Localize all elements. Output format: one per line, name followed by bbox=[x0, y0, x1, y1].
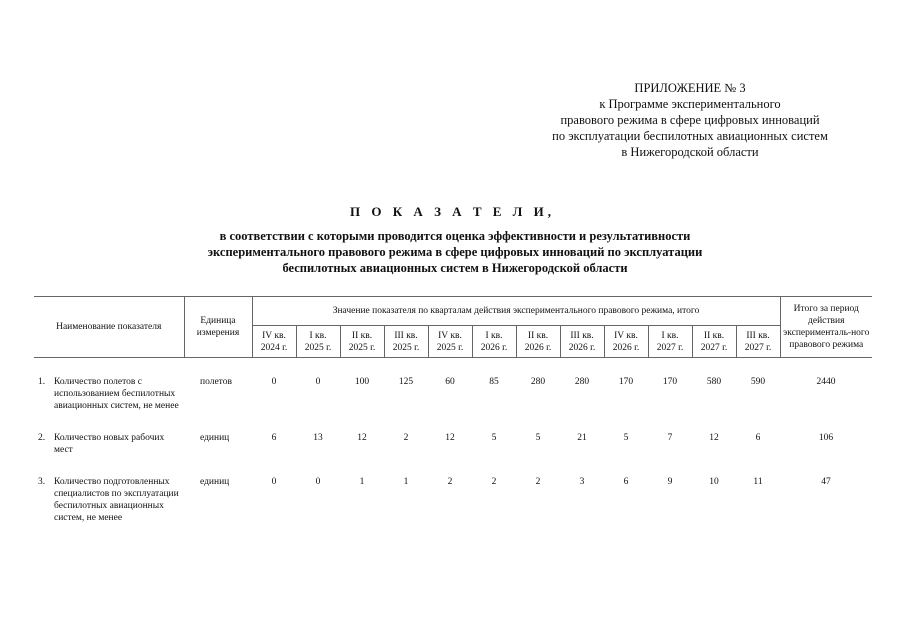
value-cell: 170 bbox=[618, 377, 634, 387]
row-spacer bbox=[34, 414, 872, 430]
quarter-label: I кв. bbox=[661, 330, 679, 341]
quarter-year: 2026 г. bbox=[612, 342, 640, 353]
subtitle-line: экспериментального правового режима в сфере цифровых инноваций по эксплуатации bbox=[207, 245, 703, 259]
value-cell: 60 bbox=[445, 377, 455, 387]
row-number: 2. bbox=[38, 433, 46, 443]
quarter-label: III кв. bbox=[746, 330, 770, 341]
value-cell: 2 bbox=[403, 433, 409, 443]
indicator-name-cell bbox=[34, 430, 184, 458]
value-cell: 7 bbox=[667, 433, 673, 443]
quarter-year: 2025 г. bbox=[392, 342, 420, 353]
header-quarter bbox=[604, 326, 648, 358]
value-cell: 170 bbox=[662, 377, 678, 387]
value-cell: 0 bbox=[315, 377, 321, 387]
total-cell: 2440 bbox=[816, 377, 836, 387]
row-spacer bbox=[34, 358, 872, 375]
value-cell: 21 bbox=[577, 433, 587, 443]
value-cell: 280 bbox=[530, 377, 546, 387]
value-cell: 12 bbox=[357, 433, 367, 443]
value-cell: 11 bbox=[753, 477, 763, 487]
indicator-text: Количество подготовленных специалистов по эксплуатации беспилотных авиационных систем, не менее bbox=[54, 477, 179, 523]
value-cell: 0 bbox=[271, 377, 277, 387]
header-unit: Единица измерения bbox=[184, 297, 252, 358]
header-name: Наименование показателя bbox=[34, 297, 184, 358]
subtitle-line: беспилотных авиационных систем в Нижегородской области bbox=[282, 261, 628, 275]
document-title: П О К А З А Т Е Л И, bbox=[350, 204, 555, 219]
indicator-name bbox=[38, 432, 182, 456]
value-cell: 6 bbox=[755, 433, 761, 443]
header-quarter bbox=[296, 326, 340, 358]
value-cell: 2 bbox=[535, 477, 541, 487]
total-cell: 47 bbox=[821, 477, 831, 487]
spacer-cell bbox=[34, 414, 872, 430]
quarter-year: 2027 г. bbox=[700, 342, 728, 353]
header-quarter bbox=[560, 326, 604, 358]
indicator-name-cell bbox=[34, 374, 184, 414]
quarter-label: IV кв. bbox=[438, 330, 462, 341]
appendix-line: в Нижегородской области bbox=[621, 145, 759, 159]
header-quarter bbox=[692, 326, 736, 358]
value-cell: 0 bbox=[271, 477, 277, 487]
value-cell: 12 bbox=[709, 433, 719, 443]
row-number: 1. bbox=[38, 377, 46, 387]
table-header bbox=[34, 297, 872, 358]
value-cell: 2 bbox=[491, 477, 497, 487]
spacer-cell bbox=[34, 458, 872, 474]
quarter-label: II кв. bbox=[527, 330, 549, 341]
quarter-year: 2025 г. bbox=[304, 342, 332, 353]
quarter-label: III кв. bbox=[394, 330, 418, 341]
spacer-cell bbox=[34, 358, 872, 375]
value-cell: 1 bbox=[359, 477, 365, 487]
appendix-line: ПРИЛОЖЕНИЕ № 3 bbox=[634, 81, 746, 95]
appendix-block bbox=[500, 80, 880, 160]
appendix-line: правового режима в сфере цифровых инноваций bbox=[560, 113, 820, 127]
indicator-name bbox=[38, 476, 182, 524]
indicator-text: Количество новых рабочих мест bbox=[54, 433, 165, 455]
quarter-year: 2025 г. bbox=[348, 342, 376, 353]
value-cell: 100 bbox=[354, 377, 370, 387]
header-quarter bbox=[472, 326, 516, 358]
unit-cell: единиц bbox=[200, 477, 230, 487]
table-row bbox=[34, 474, 872, 526]
quarter-label: IV кв. bbox=[614, 330, 638, 341]
unit-cell: единиц bbox=[200, 433, 230, 443]
quarter-year: 2026 г. bbox=[568, 342, 596, 353]
indicator-name bbox=[38, 376, 182, 412]
appendix-line: к Программе экспериментального bbox=[599, 97, 781, 111]
header-quarters-group: Значение показателя по кварталам действия экспериментального правового режима, итого bbox=[252, 297, 780, 326]
value-cell: 6 bbox=[271, 433, 277, 443]
indicators-table bbox=[34, 296, 872, 526]
value-cell: 6 bbox=[623, 477, 629, 487]
value-cell: 9 bbox=[667, 477, 673, 487]
quarter-year: 2024 г. bbox=[260, 342, 288, 353]
header-quarter bbox=[340, 326, 384, 358]
header-quarter bbox=[428, 326, 472, 358]
value-cell: 12 bbox=[445, 433, 455, 443]
table-body bbox=[34, 358, 872, 527]
quarter-label: I кв. bbox=[485, 330, 503, 341]
header-quarter bbox=[648, 326, 692, 358]
header-quarter bbox=[516, 326, 560, 358]
document-subtitle bbox=[120, 228, 790, 276]
indicator-name-cell bbox=[34, 474, 184, 526]
value-cell: 3 bbox=[579, 477, 585, 487]
subtitle-line: в соответствии с которыми проводится оценка эффективности и результативности bbox=[219, 229, 691, 243]
appendix-line: по эксплуатации беспилотных авиационных систем bbox=[552, 129, 828, 143]
header-quarter bbox=[252, 326, 296, 358]
header-quarter bbox=[384, 326, 428, 358]
value-cell: 5 bbox=[535, 433, 541, 443]
value-cell: 580 bbox=[706, 377, 722, 387]
value-cell: 280 bbox=[574, 377, 590, 387]
quarter-label: II кв. bbox=[703, 330, 725, 341]
value-cell: 85 bbox=[489, 377, 499, 387]
table-row bbox=[34, 430, 872, 458]
value-cell: 13 bbox=[313, 433, 323, 443]
value-cell: 5 bbox=[491, 433, 497, 443]
quarter-label: II кв. bbox=[351, 330, 373, 341]
row-number: 3. bbox=[38, 477, 46, 487]
header-quarter bbox=[736, 326, 780, 358]
table-row bbox=[34, 374, 872, 414]
row-spacer bbox=[34, 458, 872, 474]
value-cell: 590 bbox=[750, 377, 766, 387]
quarter-year: 2026 г. bbox=[480, 342, 508, 353]
quarter-year: 2026 г. bbox=[524, 342, 552, 353]
value-cell: 10 bbox=[709, 477, 719, 487]
quarter-label: I кв. bbox=[309, 330, 327, 341]
unit-cell: полетов bbox=[200, 377, 232, 387]
value-cell: 1 bbox=[403, 477, 409, 487]
total-cell: 106 bbox=[818, 433, 834, 443]
quarter-year: 2027 г. bbox=[656, 342, 684, 353]
header-total: Итого за период действия эксперименталь-ного правового режима bbox=[780, 297, 872, 358]
value-cell: 2 bbox=[447, 477, 453, 487]
indicator-text: Количество полетов с использованием беспилотных авиационных систем, не менее bbox=[54, 377, 179, 411]
quarter-label: IV кв. bbox=[262, 330, 286, 341]
value-cell: 125 bbox=[398, 377, 414, 387]
quarter-label: III кв. bbox=[570, 330, 594, 341]
value-cell: 0 bbox=[315, 477, 321, 487]
value-cell: 5 bbox=[623, 433, 629, 443]
quarter-year: 2027 г. bbox=[744, 342, 772, 353]
quarter-year: 2025 г. bbox=[436, 342, 464, 353]
